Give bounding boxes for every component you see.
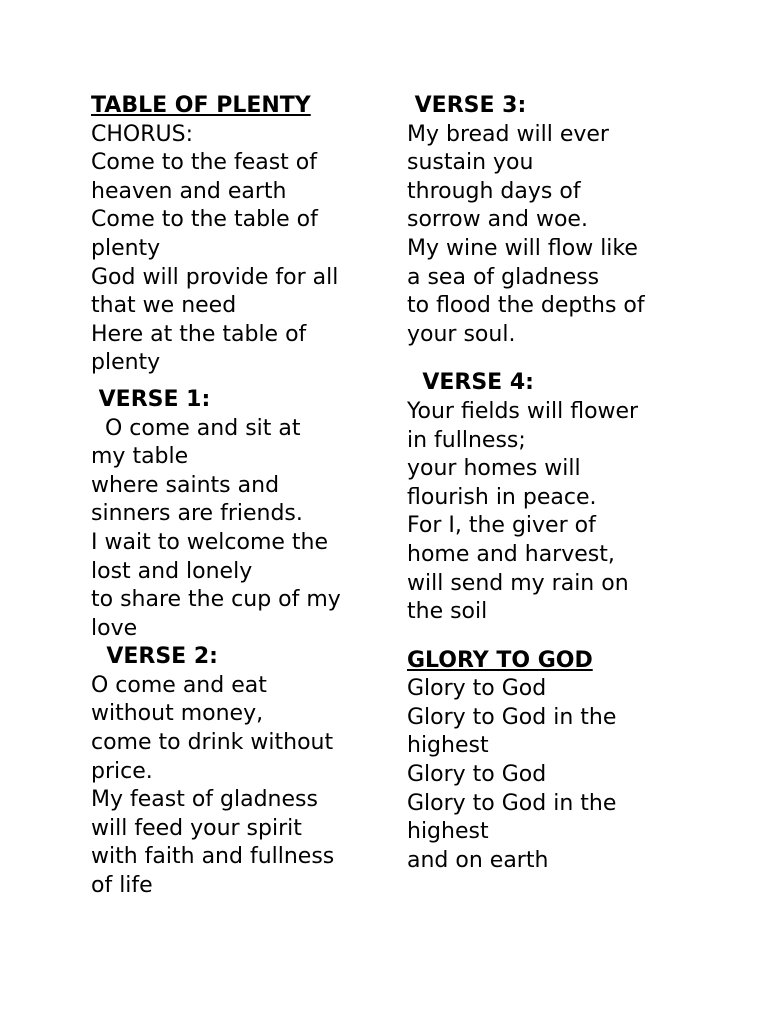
lyric-line: my table: [91, 444, 189, 470]
lyric-line: that we need: [91, 293, 237, 319]
lyric-line: Come to the feast of: [91, 150, 318, 176]
right-column: [407, 92, 707, 875]
lyric-line: and on earth: [407, 847, 549, 873]
glory-lyrics: [407, 675, 707, 875]
verse-2-lyrics: [91, 672, 376, 901]
lyric-line: Your fields will flower: [407, 398, 639, 424]
song-title-table-of-plenty: TABLE OF PLENTY: [91, 93, 311, 118]
lyric-line: God will provide for all: [91, 264, 339, 290]
verse-2-heading: VERSE 2:: [91, 644, 218, 670]
lyric-line: Glory to God: [407, 676, 547, 702]
lyric-line: I wait to welcome the: [91, 529, 329, 555]
lyric-line: O come and eat: [91, 672, 267, 698]
verse-1-lyrics: [91, 415, 376, 644]
lyric-line: where saints and: [91, 472, 280, 498]
lyric-line: without money,: [91, 701, 264, 727]
lyric-line: with faith and fullness: [91, 844, 335, 870]
lyric-line: highest: [407, 819, 489, 845]
verse-3-heading: VERSE 3:: [407, 93, 527, 118]
lyric-line: your homes will: [407, 456, 581, 482]
chorus-lyrics: [91, 149, 376, 378]
chorus-label: CHORUS:: [91, 121, 193, 147]
lyric-line: My wine will flow like: [407, 235, 638, 261]
lyric-line: sustain you: [407, 150, 534, 176]
lyric-line: lost and lonely: [91, 558, 253, 584]
song-title-glory-to-god: GLORY TO GOD: [407, 647, 593, 673]
lyric-line: will send my rain on: [407, 570, 629, 596]
lyric-line: the soil: [407, 599, 488, 625]
verse-4-lyrics: [407, 398, 707, 627]
lyric-line: O come and sit at: [91, 415, 301, 441]
lyric-line: love: [91, 615, 138, 641]
lyric-line: to flood the depths of: [407, 293, 645, 319]
lyric-line: in fullness;: [407, 427, 526, 453]
lyric-line: come to drink without: [91, 730, 334, 756]
verse-3-lyrics: [407, 121, 707, 350]
lyric-line: flourish in peace.: [407, 484, 597, 510]
lyric-line: Here at the table of: [91, 321, 307, 347]
left-column: [91, 92, 376, 901]
lyric-line: sinners are friends.: [91, 501, 303, 527]
lyric-line: Glory to God: [407, 762, 547, 788]
lyric-line: My bread will ever: [407, 121, 609, 147]
lyric-line: a sea of gladness: [407, 264, 600, 290]
lyric-line: Glory to God in the: [407, 790, 617, 816]
lyric-line: your soul.: [407, 321, 516, 347]
lyric-line: through days of: [407, 178, 581, 204]
lyric-line: Glory to God in the: [407, 704, 617, 730]
lyric-line: plenty: [91, 350, 161, 376]
lyric-line: My feast of gladness: [91, 787, 318, 813]
lyric-line: plenty: [91, 235, 161, 261]
lyric-line: of life: [91, 873, 153, 899]
lyric-line: to share the cup of my: [91, 587, 341, 613]
lyric-line: Come to the table of: [91, 207, 318, 233]
lyric-line: price.: [91, 758, 153, 784]
lyric-line: For I, the giver of: [407, 513, 596, 539]
lyric-line: highest: [407, 733, 489, 759]
verse-4-heading: VERSE 4:: [407, 370, 534, 396]
verse-1-heading: VERSE 1:: [91, 386, 211, 412]
lyric-line: home and harvest,: [407, 541, 615, 567]
lyric-line: sorrow and woe.: [407, 207, 588, 233]
lyric-line: will feed your spirit: [91, 815, 302, 841]
lyric-line: heaven and earth: [91, 178, 287, 204]
